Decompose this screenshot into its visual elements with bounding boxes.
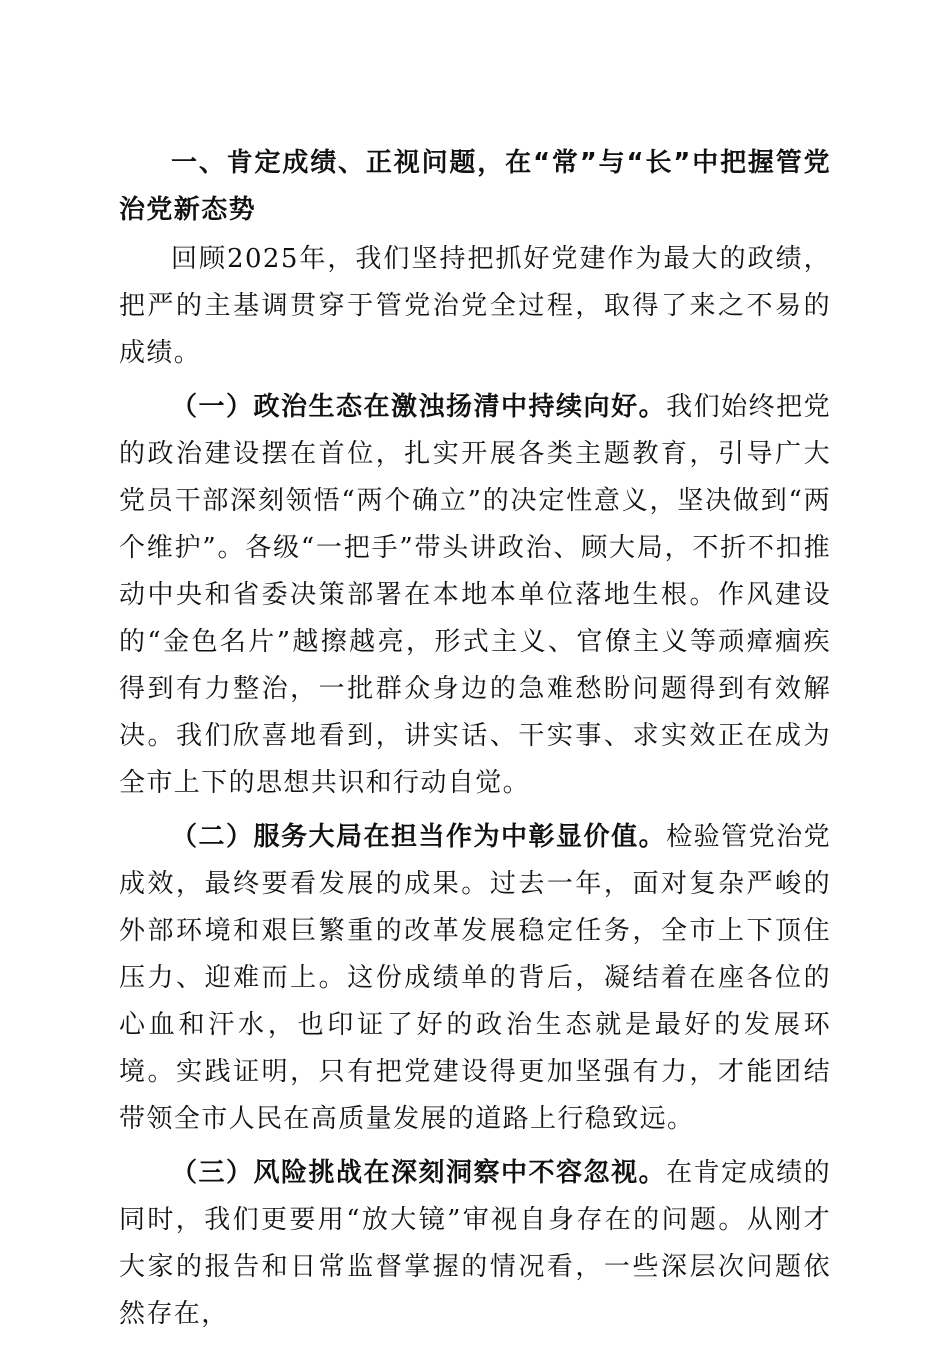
paragraph-two-body: 检验管党治党成效，最终要看发展的成果。过去一年，面对复杂严峻的外部环境和艰巨繁重的改革发展稳定任务，全市上下顶住压力、迎难而上。这份成绩单的背后，凝结着在座各位的心血和汗水，也印证了好的政治生态就是最好的发展环境。实践证明，只有把党建设得更加坚强有力，才能团结带领全市人民在高质量发展的道路上行稳致远。 (119, 822, 831, 1134)
paragraph-three-body: 在肯定成绩的同时，我们更要用“放大镜”审视自身存在的问题。从刚才大家的报告和日常监督掌握的情况看，一些深层次问题依然存在， (119, 1158, 831, 1329)
paragraph-two-lead: （二）服务大局在担当作为中彰显价值。 (171, 822, 667, 852)
paragraph-two (119, 814, 831, 1143)
paragraph-one-body: 我们始终把党的政治建设摆在首位，扎实开展各类主题教育，引导广大党员干部深刻领悟“两个确立”的决定性意义，坚决做到“两个维护”。各级“一把手”带头讲政治、顾大局，不折不扣推动中央和省委决策部署在本地本单位落地生根。作风建设的“金色名片”越擦越亮，形式主义、官僚主义等顽瘴痼疾得到有力整治，一批群众身边的急难愁盼问题得到有效解决。我们欣喜地看到，讲实话、干实事、求实效正在成为全市上下的思想共识和行动自觉。 (119, 392, 831, 798)
paragraph-one (119, 384, 831, 807)
paragraph-three-lead: （三）风险挑战在深刻洞察中不容忽视。 (171, 1158, 667, 1188)
section-heading: 一、肯定成绩、正视问题，在“常”与“长”中把握管党治党新态势 (119, 148, 831, 225)
intro-paragraph: 回顾2025年，我们坚持把抓好党建作为最大的政绩，把严的主基调贯穿于管党治党全过程，取得了来之不易的成绩。 (119, 244, 831, 368)
paragraph-one-lead: （一）政治生态在激浊扬清中持续向好。 (171, 392, 667, 422)
paragraph-three (119, 1150, 831, 1338)
document-body (119, 140, 831, 1345)
